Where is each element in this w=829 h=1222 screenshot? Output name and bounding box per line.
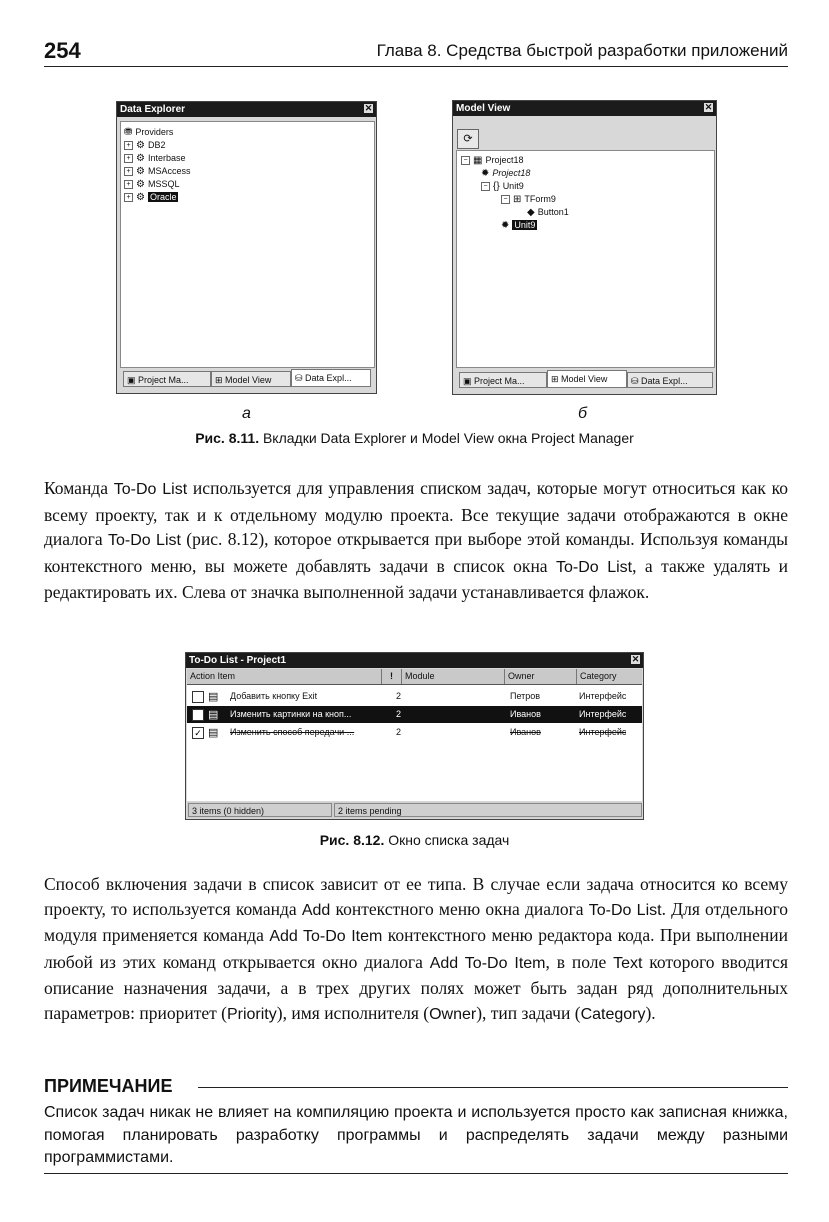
subfigure-label-b: б xyxy=(578,405,587,422)
expand-icon[interactable]: + xyxy=(124,180,133,189)
tree-item-unit-namespace[interactable]: ✹ Unit9 xyxy=(501,219,536,231)
database-icon: ⚙ xyxy=(136,165,145,177)
expand-icon[interactable]: + xyxy=(124,141,133,150)
done-checkbox[interactable] xyxy=(192,691,204,703)
tab-data-explorer[interactable]: ⛁ Data Expl... xyxy=(627,372,713,388)
todo-statusbar xyxy=(187,802,642,818)
tab-project-manager[interactable]: ▣ Project Ma... xyxy=(123,371,211,387)
collapse-icon[interactable]: − xyxy=(501,195,510,204)
model-view-window xyxy=(452,100,717,395)
model-icon: ⊞ xyxy=(215,375,226,385)
project-icon: ▦ xyxy=(473,154,483,166)
subfigure-label-a: а xyxy=(242,405,251,422)
tab-model-view[interactable]: ⊞ Model View xyxy=(547,370,627,388)
close-icon[interactable]: ✕ xyxy=(364,103,373,113)
database-icon: ⚙ xyxy=(136,152,145,164)
todo-row[interactable]: ▤ Изменить картинки на кноп... 2 Иванов Интерфейс xyxy=(187,706,642,723)
project-icon: ▣ xyxy=(127,375,139,385)
done-checkbox[interactable] xyxy=(192,709,204,721)
todo-column-headers xyxy=(187,669,642,685)
tab-model-view[interactable]: ⊞ Model View xyxy=(211,371,291,387)
tree-item-db2[interactable]: + ⚙ DB2 xyxy=(124,139,165,151)
data-explorer-tree xyxy=(120,121,375,368)
unit-icon: {} xyxy=(493,180,500,192)
column-category[interactable]: Category xyxy=(580,671,617,681)
model-view-tree xyxy=(456,150,715,368)
status-items-pending: 2 items pending xyxy=(334,803,642,817)
figure-8-12-caption: Рис. 8.12. Окно списка задач xyxy=(319,832,510,848)
tree-item-tform[interactable]: − ⊞ TForm9 xyxy=(501,193,556,205)
model-view-titlebar xyxy=(453,101,716,116)
todo-row[interactable]: ▤ Добавить кнопку Exit 2 Петров Интерфейс xyxy=(187,688,642,705)
paragraph-1: Команда To-Do List используется для управления списком задач, которые могут относиться как ко всему проекту, так и к отдельному модулю проекта. Все текущие задачи отображаются в окне диалога To-Do List (рис. 8.12), которое открывается при выборе этой команды. Используя команды контекстного меню, вы можете добавлять задачи в список окна To-Do List, а также удалять и редактировать их. Слева от значка выполненной задачи устанавливается флажок. xyxy=(44,478,789,602)
tab-project-manager[interactable]: ▣ Project Ma... xyxy=(459,372,547,388)
note-divider xyxy=(198,1087,788,1088)
data-explorer-tabs xyxy=(121,369,372,389)
namespace-icon: ✹ xyxy=(481,167,490,179)
tree-item-project-namespace[interactable]: ✹ Project18 xyxy=(481,167,531,179)
task-icon: ▤ xyxy=(208,727,219,739)
expand-icon[interactable]: + xyxy=(124,167,133,176)
model-icon: ⊞ xyxy=(551,374,562,384)
database-icon: ⚙ xyxy=(136,178,145,190)
column-owner[interactable]: Owner xyxy=(505,669,577,684)
refresh-icon[interactable]: ⟳ xyxy=(463,133,473,145)
collapse-icon[interactable]: − xyxy=(461,156,470,165)
task-icon: ▤ xyxy=(208,691,219,703)
note-title: ПРИМЕЧАНИЕ xyxy=(44,1076,173,1096)
class-icon: ⊞ xyxy=(513,193,522,205)
todo-list-window xyxy=(185,652,644,820)
tree-item-button[interactable]: ◆ Button1 xyxy=(527,206,569,218)
data-explorer-title: Data Explorer xyxy=(120,104,186,115)
model-view-title: Model View xyxy=(456,103,511,114)
project-icon: ▣ xyxy=(463,376,475,386)
done-checkbox[interactable]: ✓ xyxy=(192,727,204,739)
page-header xyxy=(44,38,788,67)
tree-item-interbase[interactable]: + ⚙ Interbase xyxy=(124,152,186,164)
column-priority[interactable]: ! xyxy=(382,669,402,684)
namespace-icon: ✹ xyxy=(501,219,510,231)
data-icon: ⛁ xyxy=(631,376,642,386)
todo-row[interactable]: ✓ ▤ Изменить способ передачи ... 2 Иванов Интерфейс xyxy=(187,724,642,741)
status-items-count: 3 items (0 hidden) xyxy=(188,803,332,817)
tree-item-oracle[interactable]: + ⚙ Oracle xyxy=(124,191,178,203)
collapse-icon[interactable]: − xyxy=(481,182,490,191)
figure-8-11-caption: Рис. 8.11. Вкладки Data Explorer и Model View окна Project Manager xyxy=(195,430,634,446)
todo-list xyxy=(187,685,642,801)
providers-icon: ⛃ xyxy=(124,126,133,138)
column-action-item[interactable]: Action Item xyxy=(187,669,382,684)
chapter-title: Глава 8. Средства быстрой разработки приложений xyxy=(376,41,788,60)
tree-item-msaccess[interactable]: + ⚙ MSAccess xyxy=(124,165,190,177)
task-icon: ▤ xyxy=(208,709,219,721)
tree-item-unit[interactable]: − {} Unit9 xyxy=(481,180,524,192)
tab-data-explorer[interactable]: ⛁ Data Expl... xyxy=(291,369,371,387)
todo-title: To-Do List - Project1 xyxy=(189,655,287,666)
page-number: 254 xyxy=(44,38,81,63)
model-view-toolbar xyxy=(457,129,479,149)
close-icon[interactable]: ✕ xyxy=(631,654,640,664)
tree-item-mssql[interactable]: + ⚙ MSSQL xyxy=(124,178,179,190)
todo-titlebar xyxy=(186,653,643,668)
tree-item-providers[interactable]: ⛃ Providers xyxy=(124,126,174,138)
expand-icon[interactable]: + xyxy=(124,154,133,163)
column-module[interactable]: Module xyxy=(402,669,505,684)
close-icon[interactable]: ✕ xyxy=(704,102,713,112)
data-icon: ⛁ xyxy=(295,373,306,383)
note-text: Список задач никак не влияет на компиляцию проекта и используется просто как записная книжка, помогая планировать разработку программы и распределять задачи между разными программистами. xyxy=(44,1104,788,1166)
database-icon: ⚙ xyxy=(136,191,145,203)
paragraph-2: Способ включения задачи в список зависит от ее типа. В случае если задача относится ко всему проекту, то используется команда Add контекстного меню окна диалога To-Do List. Для отдельного модуля применяется команда Add To-Do Item контекстного меню редактора кода. При выполнении любой из этих команд открывается окно диалога Add To-Do Item, в поле Text которого вводится описание назначения задачи, а в трех других полях может быть задан ряд дополнительных параметров: приоритет (Priority), имя исполнителя (Owner), тип задачи (Category). xyxy=(44,874,788,1023)
tree-item-project[interactable]: − ▦ Project18 xyxy=(461,154,523,166)
data-explorer-window xyxy=(116,101,377,394)
model-view-tabs xyxy=(457,370,712,390)
bottom-divider xyxy=(44,1173,788,1174)
data-explorer-titlebar xyxy=(117,102,376,117)
field-icon: ◆ xyxy=(527,206,535,218)
database-icon: ⚙ xyxy=(136,139,145,151)
expand-icon[interactable]: + xyxy=(124,193,133,202)
